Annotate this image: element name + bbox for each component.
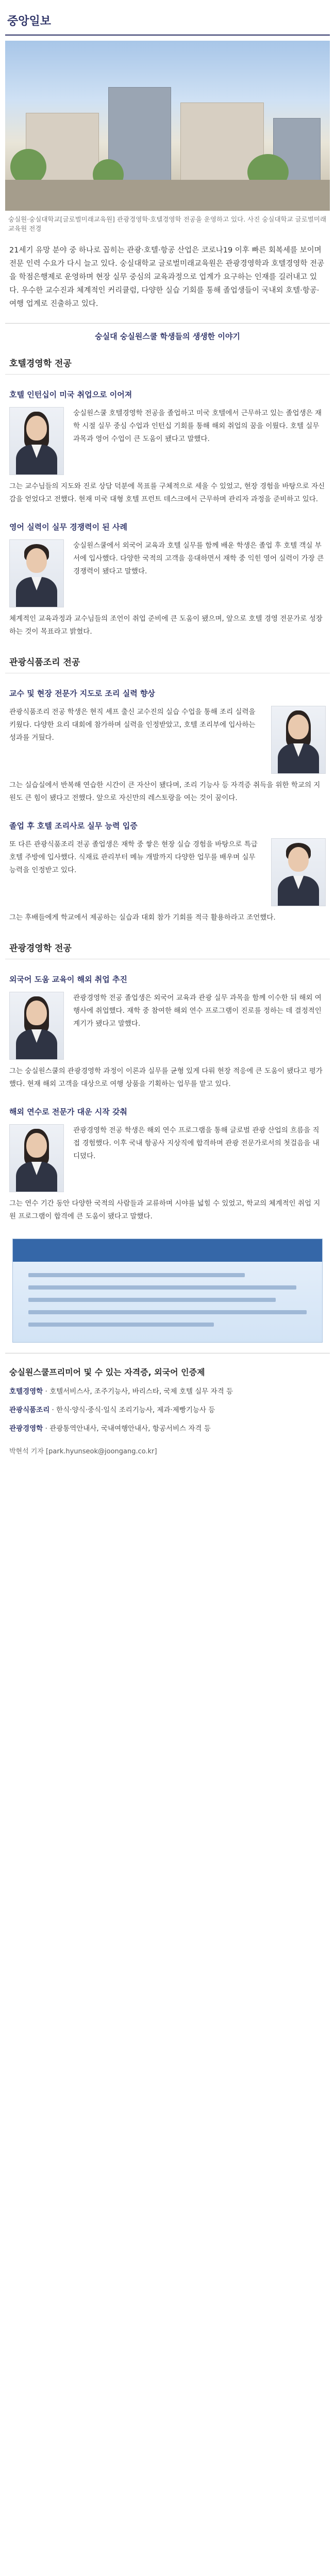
profile-text: 숭실원스쿨에서 외국어 교육과 호텔 실무를 함께 배운 학생은 졸업 후 호텔 객실 부서에 입사했다. 다양한 국적의 고객을 응대하면서 재학 중 익힌 영어 실력이 가장 큰 경쟁력이 됐다고 말했다. bbox=[73, 541, 324, 575]
profile-title: 영어 실력이 실무 경쟁력이 된 사례 bbox=[9, 522, 127, 532]
hero-photo bbox=[5, 41, 330, 211]
subtitle: 숭실대 숭실원스쿨 학생들의 생생한 이야기 bbox=[5, 323, 330, 347]
profile-text-more: 그는 숭실원스쿨의 관광경영학 과정이 이론과 실무를 균형 있게 다뤄 현장 적응에 큰 도움이 됐다고 평가했다. 현재 해외 고객을 대상으로 여행 상품을 기획하는 업무를 맡고 있다. bbox=[9, 1067, 323, 1088]
outro-line-label: 관광식품조리 bbox=[9, 1406, 50, 1414]
outro-title: 숭실원스쿨프리미어 및 수 있는 자격증, 외국어 인증제 bbox=[5, 1353, 330, 1383]
profile-text: 숭실원스쿨 호텔경영학 전공을 졸업하고 미국 호텔에서 근무하고 있는 졸업생은 재학 시절 실무 중심 수업과 인턴십 기회를 통해 해외 취업의 꿈을 이뤘다. 호텔 실무 과목과 영어 수업이 큰 도움이 됐다고 말했다. bbox=[73, 409, 322, 443]
profile-1 bbox=[5, 381, 330, 513]
profile-photo bbox=[9, 1124, 64, 1192]
profile-text: 관광식품조리 전공 학생은 현직 셰프 출신 교수진의 실습 수업을 통해 조리 실력을 키웠다. 다양한 요리 대회에 참가하며 실력을 인정받았고, 호텔 조리부에 입사하는 성과를 거뒀다. bbox=[9, 708, 256, 742]
header-title: 중앙일보 bbox=[5, 0, 330, 36]
outro-line-text: 관광통역안내사, 국내여행안내사, 항공서비스 자격 등 bbox=[49, 1425, 211, 1433]
reporter-byline: 박현석 기자 [park.hyunseok@joongang.co.kr] bbox=[9, 1448, 157, 1455]
profile-text-more: 그는 후배들에게 학교에서 제공하는 실습과 대회 참가 기회를 적극 활용하라고 조언했다. bbox=[9, 913, 276, 922]
profile-title: 외국어 도움 교육이 해외 취업 추진 bbox=[9, 975, 127, 984]
category-tourism: 관광경영학 전공 bbox=[5, 931, 330, 959]
profile-text-more: 그는 실습실에서 반복해 연습한 시간이 큰 자산이 됐다며, 조리 기능사 등 자격증 취득을 위한 학교의 지원도 큰 힘이 됐다고 전했다. 앞으로 자신만의 레스토랑을 여는 것이 꿈이다. bbox=[9, 781, 321, 802]
hero-caption: 숭실원·숭실대학교[글로벌미래교육원] 관광경영학·호텔경영학 전공을 운영하고 있다. 사진 숭실대학교 글로벌미래교육원 전경 bbox=[8, 215, 327, 232]
profile-text: 관광경영학 전공 학생은 해외 연수 프로그램을 통해 글로벌 관광 산업의 흐름을 직접 경험했다. 이후 국내 항공사 지상직에 합격하며 관광 전문가로서의 첫걸음을 내디뎠다. bbox=[73, 1126, 320, 1160]
profile-3 bbox=[5, 680, 330, 812]
notice-banner-image bbox=[12, 1239, 323, 1343]
outro-line-text: 한식·양식·중식·일식 조리기능사, 제과·제빵기능사 등 bbox=[56, 1406, 215, 1414]
outro-line-label: 관광경영학 bbox=[9, 1425, 43, 1433]
profile-4 bbox=[5, 812, 330, 931]
outro-line: 관광식품조리 · 한식·양식·중식·일식 조리기능사, 제과·제빵기능사 등 bbox=[9, 1406, 215, 1414]
outro-line-label: 호텔경영학 bbox=[9, 1387, 43, 1396]
outro-line-text: 호텔서비스사, 조주기능사, 바리스타, 국제 호텔 실무 자격 등 bbox=[49, 1387, 233, 1396]
profile-text: 관광경영학 전공 졸업생은 외국어 교육과 관광 실무 과목을 함께 이수한 뒤 해외 여행사에 취업했다. 재학 중 참여한 해외 연수 프로그램이 진로를 정하는 데 결정적인 계기가 됐다고 말했다. bbox=[73, 994, 322, 1028]
profile-text-more: 그는 교수님들의 지도와 진로 상담 덕분에 목표를 구체적으로 세울 수 있었고, 현장 경험을 바탕으로 자신감을 얻었다고 전했다. 현재 미국 대형 호텔 프런트 데스크에서 근무하며 관리자 과정을 준비하고 있다. bbox=[9, 482, 325, 503]
profile-photo bbox=[271, 838, 326, 906]
profile-photo bbox=[9, 992, 64, 1060]
profile-title: 호텔 인턴십이 미국 취업으로 이어져 bbox=[9, 390, 132, 399]
profile-text: 또 다른 관광식품조리 전공 졸업생은 재학 중 쌓은 현장 실습 경험을 바탕으로 특급호텔 주방에 입사했다. 식재료 관리부터 메뉴 개발까지 다양한 업무를 배우며 실무 능력을 인정받고 있다. bbox=[9, 840, 258, 874]
profile-6 bbox=[5, 1098, 330, 1230]
profile-title: 해외 연수로 전문가 대운 시작 갖춰 bbox=[9, 1107, 127, 1116]
profile-title: 교수 및 현장 전문가 지도로 조리 실력 향상 bbox=[9, 689, 155, 698]
outro-line: 관광경영학 · 관광통역안내사, 국내여행안내사, 항공서비스 자격 등 bbox=[9, 1425, 211, 1433]
profile-text-more: 체계적인 교육과정과 교수님들의 조언이 취업 준비에 큰 도움이 됐으며, 앞으로 호텔 경영 전문가로 성장하는 것이 목표라고 밝혔다. bbox=[9, 615, 323, 636]
profile-5 bbox=[5, 965, 330, 1098]
profile-photo bbox=[9, 407, 64, 475]
profile-2 bbox=[5, 513, 330, 646]
profile-text-more: 그는 연수 기간 동안 다양한 국적의 사람들과 교류하며 시야를 넓힐 수 있었고, 학교의 체계적인 취업 지원 프로그램이 합격에 큰 도움이 됐다고 말했다. bbox=[9, 1199, 321, 1221]
category-culinary: 관광식품조리 전공 bbox=[5, 646, 330, 673]
profile-photo bbox=[271, 706, 326, 774]
category-hotel: 호텔경영학 전공 bbox=[5, 347, 330, 375]
outro-line: 호텔경영학 · 호텔서비스사, 조주기능사, 바리스타, 국제 호텔 실무 자격 등 bbox=[9, 1387, 233, 1396]
lead-paragraph: 21세기 유망 분야 중 하나로 꼽히는 관광·호텔·항공 산업은 코로나19 이후 빠른 회복세를 보이며 전문 인력 수요가 다시 늘고 있다. 숭실대학교 글로벌미래교육원은 관광경영학과 호텔경영학 전공을 학점은행제로 운영하며 현장 실무 중심의 교육과정으로 업계가 요구하는 인재를 길러내고 있다. 우수한 교수진과 체계적인 커리큘럼, 다양한 실습 기회를 통해 졸업생들이 국내외 호텔·항공·여행 업계로 진출하고 있다. bbox=[9, 246, 324, 308]
profile-photo bbox=[9, 539, 64, 607]
profile-title: 졸업 후 호텔 조리사로 실무 능력 입증 bbox=[9, 821, 138, 831]
